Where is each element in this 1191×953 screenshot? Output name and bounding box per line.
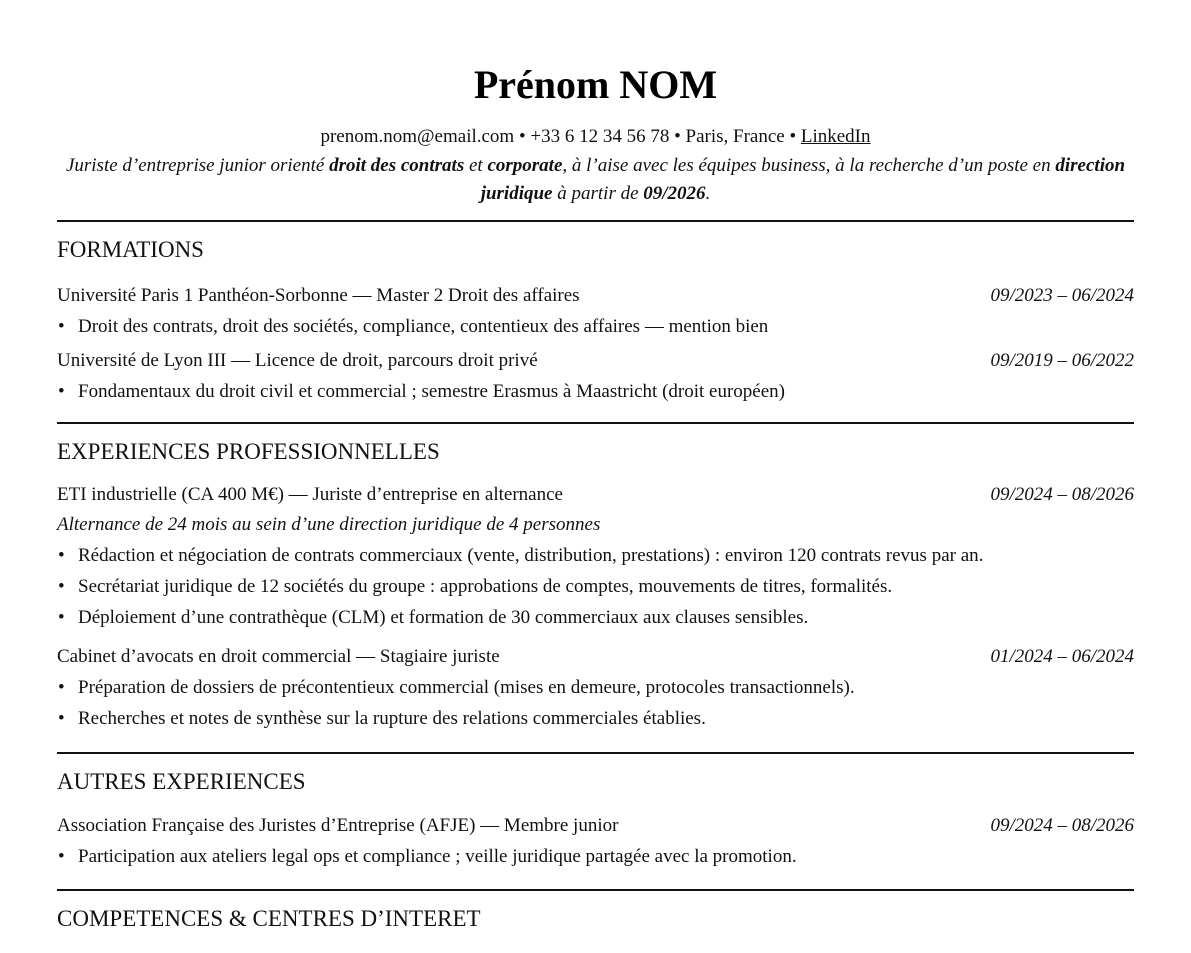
entry-header [57,645,1134,669]
experience-entry [57,483,1134,630]
entry-dates: 09/2024 – 08/2026 [990,484,1134,505]
entry-title: ETI industrielle (CA 400 M€) — Juriste d’entreprise en alternance [57,484,563,505]
section-divider [57,220,1134,222]
resume-content [57,0,1134,933]
location-text: Paris, France [685,126,785,147]
tagline-text-3: , à l’aise avec les équipes business, à la recherche d’un poste en [562,155,1056,176]
section-divider [57,422,1134,424]
entry-title: Université Paris 1 Panthéon-Sorbonne — Master 2 Droit des affaires [57,285,580,306]
experience-entry [57,645,1134,731]
entry-header [57,814,1134,838]
section-title-autres: AUTRES EXPERIENCES [57,769,306,794]
bullet-item: • Fondamentaux du droit civil et commercial ; semestre Erasmus à Maastricht (droit européen) [57,380,1134,404]
bullet-item: • Participation aux ateliers legal ops et compliance ; veille juridique partagée avec la promotion. [57,845,1134,869]
section-title-experiences: EXPERIENCES PROFESSIONNELLES [57,439,440,464]
entry-header [57,349,1134,373]
section-divider [57,889,1134,891]
section-divider [57,752,1134,754]
phone-text: +33 6 12 34 56 78 [530,126,670,147]
entry-dates: 09/2023 – 06/2024 [990,285,1134,306]
tagline-bold-3: direction juridique [480,155,1126,204]
section-title-formations: FORMATIONS [57,237,204,262]
contact-line [57,125,1134,149]
entry-header [57,284,1134,308]
entry-header [57,483,1134,507]
separator-3: • [789,126,797,147]
entry-title: Association Française des Juristes d’Entreprise (AFJE) — Membre junior [57,815,619,836]
bullet-list [57,544,1134,630]
tagline-bold-2: corporate [487,155,563,176]
bullet-item: • Recherches et notes de synthèse sur la rupture des relations commerciales établies. [57,707,1134,731]
entry-title: Université de Lyon III — Licence de droit, parcours droit privé [57,350,538,371]
bullet-item: • Déploiement d’une contrathèque (CLM) et formation de 30 commerciaux aux clauses sensibles. [57,606,1134,630]
entry-title: Cabinet d’avocats en droit commercial — Stagiaire juriste [57,646,500,667]
entry-note: Alternance de 24 mois au sein d’une direction juridique de 4 personnes [57,514,601,535]
entry-dates: 01/2024 – 06/2024 [990,646,1134,667]
bullet-item: • Préparation de dossiers de précontentieux commercial (mises en demeure, protocoles transactionnels). [57,676,1134,700]
profile-tagline [57,152,1134,208]
bullet-item: • Secrétariat juridique de 12 sociétés du groupe : approbations de comptes, mouvements de titres, formalités. [57,575,1134,599]
tagline-text-1: Juriste d’entreprise junior orienté [65,155,330,176]
education-entry [57,349,1134,404]
other-experience-entry [57,814,1134,869]
email-text: prenom.nom@email.com [320,126,515,147]
bullet-list [57,676,1134,731]
bullet-item: • Droit des contrats, droit des sociétés, compliance, contentieux des affaires — mention bien [57,315,1134,339]
bullet-item: • Rédaction et négociation de contrats commerciaux (vente, distribution, prestations) : environ 120 contrats revus par an. [57,544,1134,568]
linkedin-link[interactable]: LinkedIn [800,126,871,147]
tagline-text-4: à partir de [552,183,644,204]
entry-dates: 09/2024 – 08/2026 [990,815,1134,836]
entry-dates: 09/2019 – 06/2022 [990,350,1134,371]
separator-2: • [674,126,681,147]
tagline-bold-4: 09/2026 [643,183,706,204]
tagline-bold-1: droit des contrats [329,155,465,176]
candidate-name: Prénom NOM [473,62,718,107]
separator-1: • [518,126,526,147]
bullet-list [57,380,1134,404]
tagline-text-2: et [464,155,488,176]
tagline-text-5: . [705,183,711,204]
bullet-list [57,845,1134,869]
education-entry [57,284,1134,339]
section-title-competences: COMPETENCES & CENTRES D’INTERET [57,906,481,931]
bullet-list [57,315,1134,339]
